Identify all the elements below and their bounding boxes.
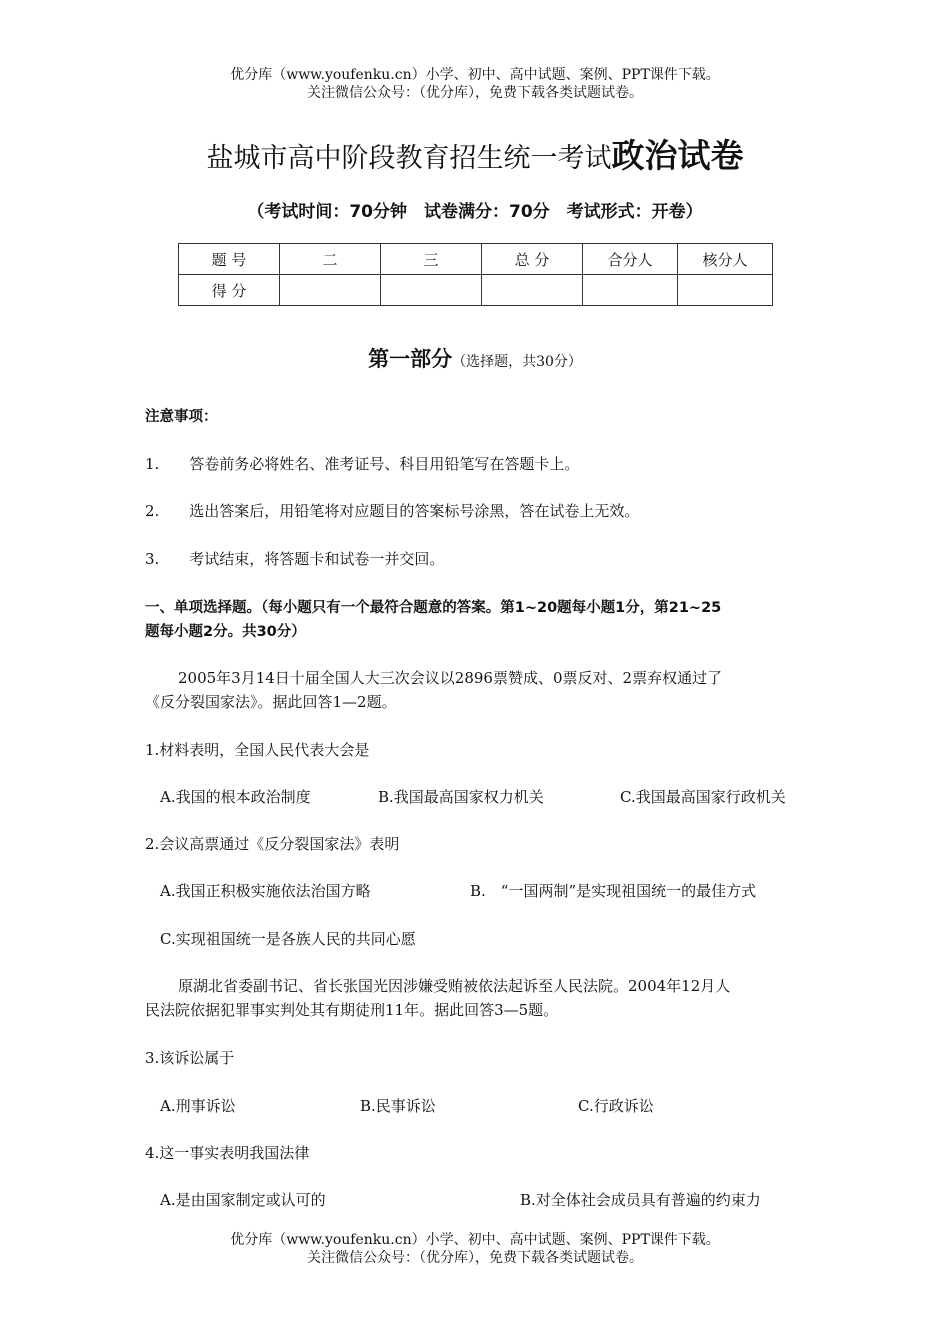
material-paragraph-cont: 《反分裂国家法》。据此回答1—2题。 [145,693,397,711]
material-paragraph-cont: 民法院依据犯罪事实判处其有期徒刑11年。据此回答3—5题。 [145,1001,559,1019]
score-header-cell: 总 分 [482,244,583,275]
material-paragraph: 2005年3月14日十届全国人大三次会议以2896票赞成、0票反对、2票弃权通过了 [178,669,723,687]
score-cell [280,275,381,306]
option-c: C.实现祖国统一是各族人民的共同心愿 [160,930,416,948]
notice-item: 1. 答卷前务必将姓名、准考证号、科目用铅笔写在答题卡上。 [145,455,580,473]
score-table [178,243,773,306]
score-cell [678,275,773,306]
question-stem: 1.材料表明，全国人民代表大会是 [145,741,370,759]
score-header-cell: 题 号 [179,244,280,275]
header-line-2: 关注微信公众号：（优分库），免费下载各类试题试卷。 [307,85,643,101]
footer-line-2: 关注微信公众号：（优分库），免费下载各类试题试卷。 [307,1250,643,1266]
score-cell [583,275,678,306]
header-line-1: 优分库（www.youfenku.cn）小学、初中、高中试题、案例、PPT课件下载。 [230,67,720,83]
option-b: B.我国最高国家权力机关 [378,788,544,806]
part1-note: （选择题，共30分） [452,354,582,370]
question-stem: 3.该诉讼属于 [145,1049,235,1067]
title-emphasis: 政治试卷 [611,136,744,175]
score-header-cell: 二 [280,244,381,275]
score-cell [482,275,583,306]
score-header-cell: 三 [381,244,482,275]
option-a: A.我国的根本政治制度 [160,788,311,806]
option-b: B. “一国两制”是实现祖国统一的最佳方式 [470,882,757,900]
option-b: B.对全体社会成员具有普遍的约束力 [520,1191,761,1209]
page-title [0,130,950,177]
score-cell [381,275,482,306]
option-a: A.刑事诉讼 [160,1097,236,1115]
notice-item: 2. 选出答案后，用铅笔将对应题目的答案标号涂黑，答在试卷上无效。 [145,502,640,520]
question-stem: 2.会议高票通过《反分裂国家法》表明 [145,835,400,853]
score-row-label: 得 分 [179,275,280,306]
question-stem: 4.这一事实表明我国法律 [145,1144,310,1162]
option-a: A.是由国家制定或认可的 [160,1191,326,1209]
option-b: B.民事诉讼 [360,1097,436,1115]
score-table-score-row [179,275,773,306]
part1-title: 第一部分 [368,347,453,371]
option-a: A.我国正积极实施依法治国方略 [160,882,371,900]
notice-heading: 注意事项： [145,409,218,425]
notice-item: 3. 考试结束，将答题卡和试卷一并交回。 [145,550,445,568]
section1-heading-cont: 题每小题2分。共30分） [145,624,306,640]
option-c: C.我国最高国家行政机关 [620,788,786,806]
part1-heading [0,343,950,373]
material-paragraph: 原湖北省委副书记、省长张国光因涉嫌受贿被依法起诉至人民法院。2004年12月人 [178,977,731,995]
score-table-header-row [179,244,773,275]
option-c: C.行政诉讼 [578,1097,654,1115]
score-header-cell: 合分人 [583,244,678,275]
exam-info: （考试时间：70分钟 试卷满分：70分 考试形式：开卷） [247,202,703,222]
section1-heading: 一、单项选择题。（每小题只有一个最符合题意的答案。第1~20题每小题1分，第21~25 [145,600,722,616]
footer-line-1: 优分库（www.youfenku.cn）小学、初中、高中试题、案例、PPT课件下载。 [230,1232,720,1248]
score-header-cell: 核分人 [678,244,773,275]
title-main: 盐城市高中阶段教育招生统一考试 [206,143,612,174]
